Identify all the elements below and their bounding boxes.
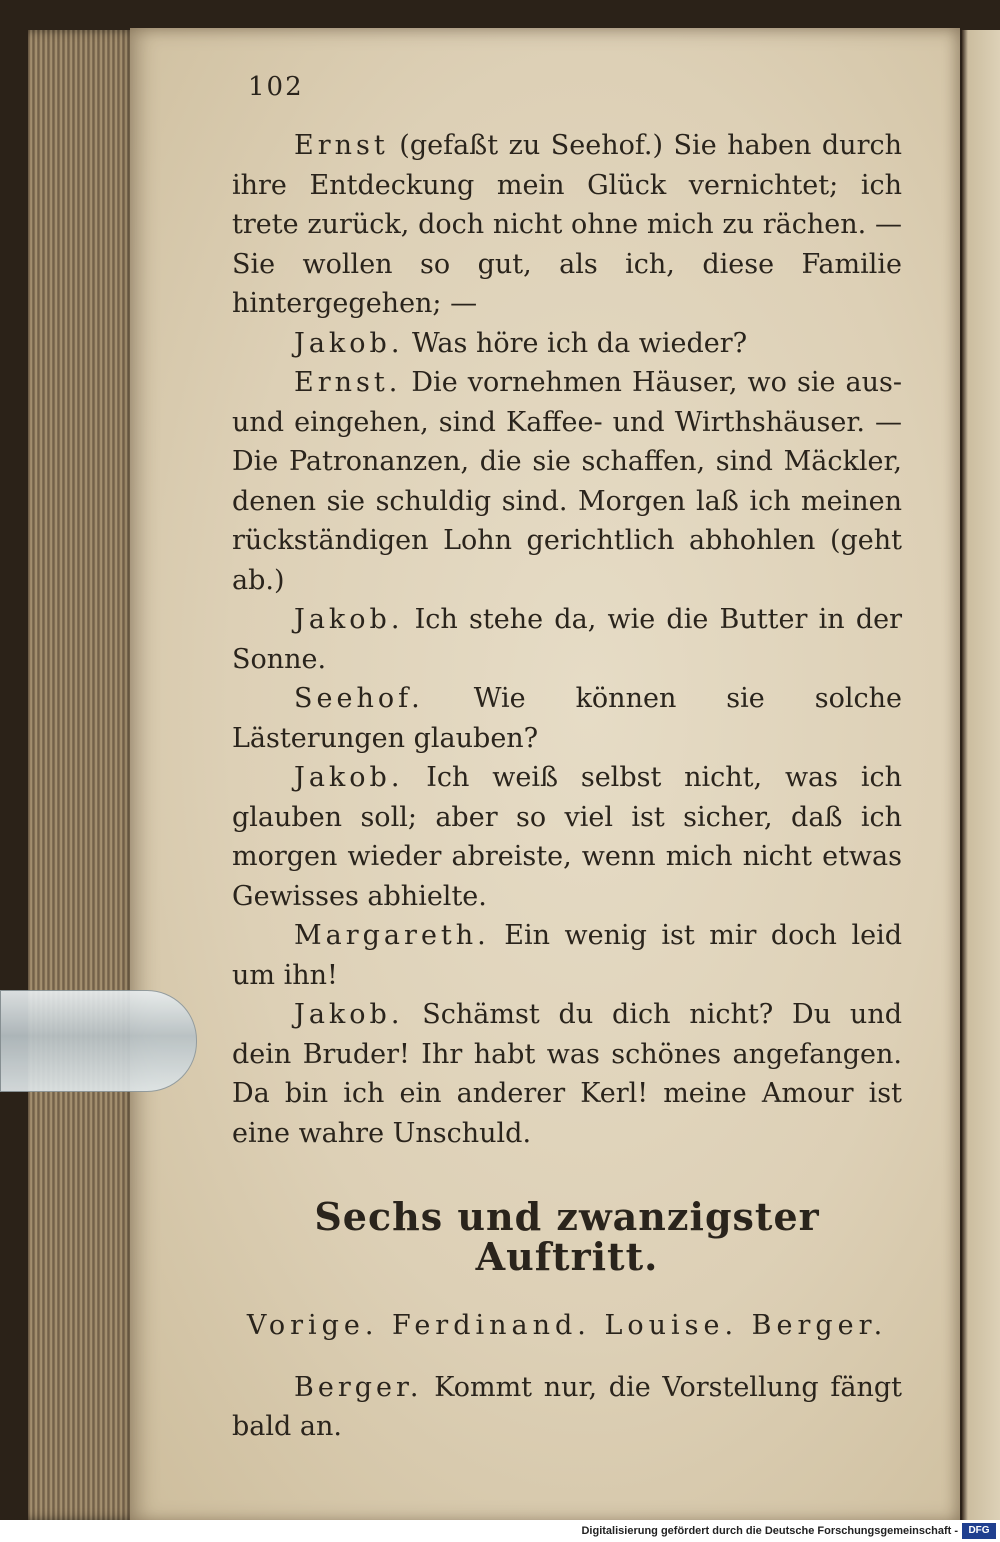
speech-margareth	[232, 916, 902, 995]
speech-seehof	[232, 679, 902, 758]
facing-page-edge	[962, 30, 1000, 1520]
speech-berger	[232, 1368, 902, 1447]
speaker-name: Seehof.	[294, 683, 424, 714]
speaker-name: Ernst.	[294, 367, 402, 398]
page-number: 102	[248, 72, 304, 102]
speaker-name: Berger.	[294, 1371, 423, 1403]
dfg-logo-icon: DFG	[962, 1523, 996, 1539]
speech-text: Ich weiß selbst nicht, was ich glauben soll; aber so viel ist sicher, daß ich morgen wieder abreiste, wenn mich nicht etwas Gewisses abhielte.	[232, 762, 902, 912]
speech-jakob-3	[232, 758, 902, 916]
footer-text: Digitalisierung gefördert durch die Deutsche Forschungsgemeinschaft -	[581, 1525, 958, 1537]
book-page-edges	[28, 30, 138, 1520]
speech-text: (gefaßt zu Seehof.) Sie haben durch ihre Entdeckung mein Glück vernichtet; ich trete zurück, doch nicht ohne mich zu rächen. — Sie wollen so gut, als ich, diese Familie hintergegehen; —	[232, 130, 902, 319]
speech-jakob-2	[232, 600, 902, 679]
speaker-name: Margareth.	[294, 920, 490, 951]
speech-text: Ein wenig ist mir doch leid um ihn!	[232, 920, 902, 991]
speaker-name: Jakob.	[294, 762, 404, 793]
page-text	[232, 70, 902, 1447]
speech-ernst-2	[232, 363, 902, 600]
speech-text: Wie können sie solche Lästerungen glauben?	[232, 683, 902, 754]
speaker-name: Ernst	[294, 130, 389, 161]
speaker-name: Jakob.	[294, 604, 404, 635]
speech-jakob-1	[232, 324, 902, 364]
digitization-footer	[0, 1520, 1000, 1542]
stage-direction: Vorige. Ferdinand. Louise. Berger.	[246, 1310, 888, 1341]
speaker-name: Jakob.	[294, 327, 404, 359]
speech-text: Schämst du dich nicht? Du und dein Bruder! Ihr habt was schönes angefangen. Da bin ich ein anderer Kerl! meine Amour ist eine wahre Unschuld.	[232, 999, 902, 1149]
speech-text: Die vornehmen Häuser, wo sie aus- und eingehen, sind Kaffee- und Wirthshäuser. — Die Patronanzen, die sie schaffen, sind Mäckler, denen sie schuldig sind. Morgen laß ich meinen rückständigen Lohn gerichtlich abhohlen (geht ab.)	[232, 367, 902, 596]
speaker-name: Jakob.	[294, 999, 404, 1030]
scene-heading: Sechs und zwanzigster Auftritt.	[314, 1194, 820, 1279]
speech-text: Kommt nur, die Vorstellung fängt bald an.	[232, 1371, 902, 1442]
speech-jakob-4	[232, 995, 902, 1153]
speech-text: Ich stehe da, wie die Butter in der Sonne.	[232, 604, 902, 675]
speech-text: Was höre ich da wieder?	[412, 327, 748, 359]
page-holder-clip	[0, 990, 197, 1092]
speech-ernst-1	[232, 126, 902, 324]
